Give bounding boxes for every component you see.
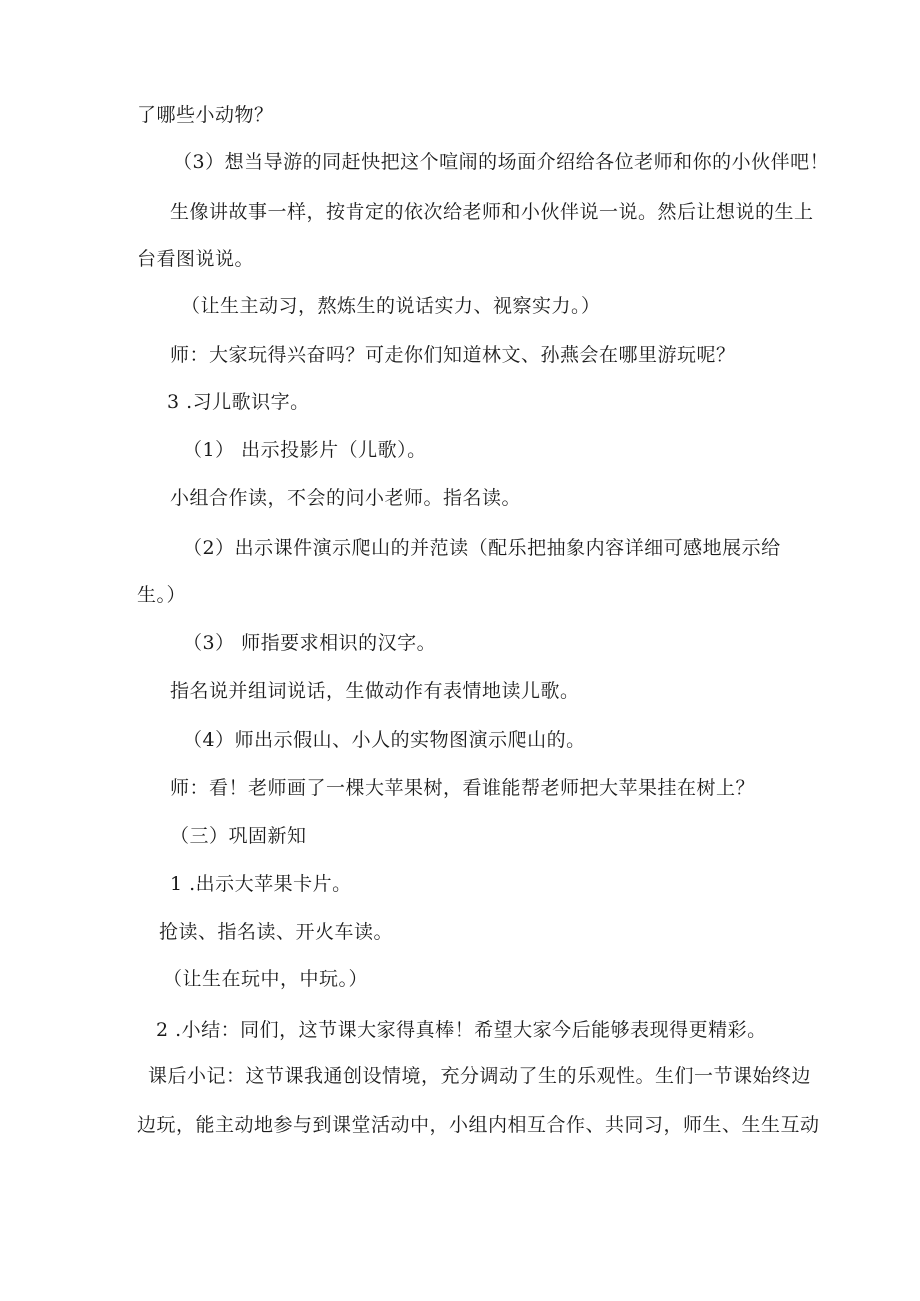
text-line-8: （1） 出示投影片（儿歌）。 [183, 439, 427, 461]
text-line-4: 台看图说说。 [137, 248, 255, 270]
text-line-2: （3）想当导游的同赶快把这个喧闹的场面介绍给各位老师和你的小伙伴吧！ [173, 151, 830, 173]
text-line-21: 课后小记：这节课我通创设情境，充分调动了生的乐观性。生们一节课始终边 [148, 1065, 812, 1087]
text-line-1: 了哪些小动物？ [137, 104, 274, 126]
text-line-3: 生像讲故事一样，按肯定的依次给老师和小伙伴说一说。然后让想说的生上 [170, 201, 814, 223]
text-line-16: （三）巩固新知 [170, 825, 307, 847]
text-line-22: 边玩，能主动地参与到课堂活动中，小组内相互合作、共同习，师生、生生互动 [137, 1114, 820, 1136]
text-line-17: 1 .出示大苹果卡片。 [170, 873, 352, 895]
text-line-6: 师：大家玩得兴奋吗？可走你们知道林文、孙燕会在哪里游玩呢？ [170, 344, 736, 366]
text-line-15: 师：看！老师画了一棵大苹果树，看谁能帮老师把大苹果挂在树上？ [170, 777, 756, 799]
text-line-10: （2）出示课件演示爬山的并范读（配乐把抽象内容详细可感地展示给 [183, 537, 781, 559]
text-line-12: （3） 师指要求相识的汉字。 [183, 632, 437, 654]
text-line-14: （4）师出示假山、小人的实物图演示爬山的。 [183, 729, 586, 751]
text-line-9: 小组合作读，不会的问小老师。指名读。 [170, 487, 522, 509]
text-line-7: 3 .习儿歌识字。 [167, 391, 310, 413]
text-line-13: 指名说并组词说话，生做动作有表情地读儿歌。 [170, 680, 580, 702]
text-line-20: 2 .小结：同们，这节课大家得真棒！希望大家今后能够表现得更精彩。 [156, 1019, 767, 1041]
text-line-5: （让生主动习，熬炼生的说话实力、视察实力。） [181, 295, 601, 317]
text-line-18: 抢读、指名读、开火车读。 [159, 921, 394, 943]
text-line-19: （让生在玩中，中玩。） [163, 968, 369, 990]
text-line-11: 生。） [137, 584, 187, 606]
